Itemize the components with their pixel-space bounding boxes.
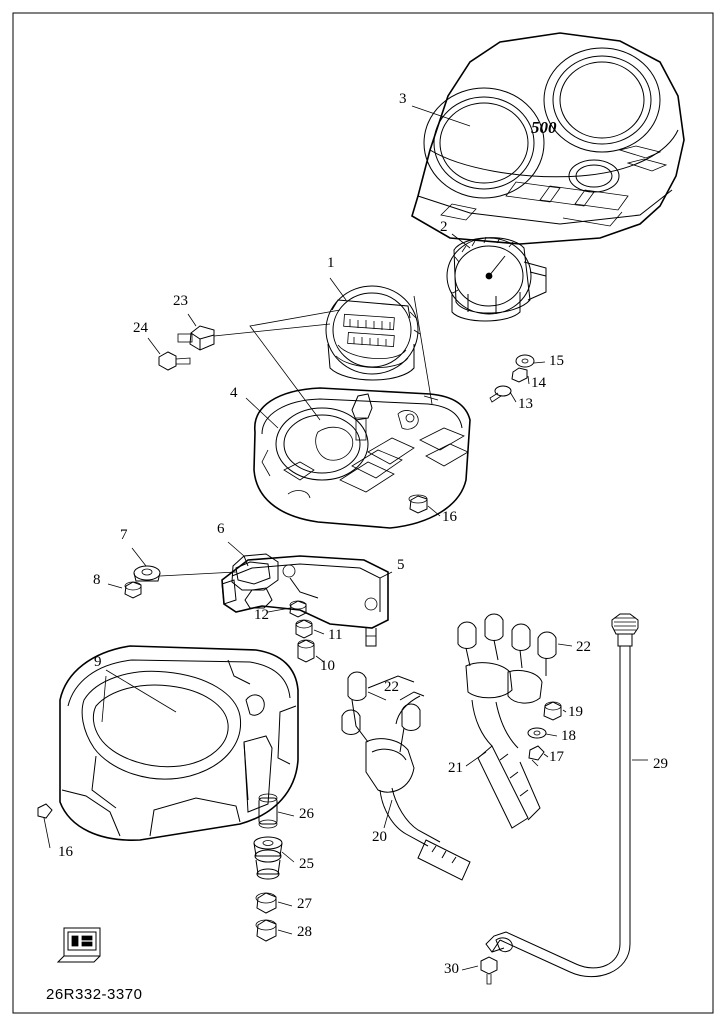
part-16-nut-upper bbox=[409, 495, 427, 513]
callout-28: 28 bbox=[297, 924, 312, 940]
callout-26: 26 bbox=[299, 806, 314, 822]
callout-30: 30 bbox=[444, 961, 459, 977]
part-18-washer bbox=[528, 728, 546, 738]
callout-3: 3 bbox=[399, 91, 407, 107]
callout-16-upper: 16 bbox=[442, 509, 457, 525]
svg-text:500: 500 bbox=[531, 118, 557, 137]
part-5-bracket bbox=[222, 556, 388, 646]
part-21-wire-harness bbox=[458, 614, 556, 828]
part-25-damper bbox=[254, 837, 282, 879]
part-19-nut bbox=[544, 702, 561, 720]
callout-25: 25 bbox=[299, 856, 314, 872]
callout-7: 7 bbox=[120, 527, 128, 543]
part-23-screw bbox=[178, 326, 214, 350]
part-1-speedometer bbox=[326, 286, 420, 380]
part-8-washer bbox=[125, 582, 141, 598]
callout-6: 6 bbox=[217, 521, 225, 537]
part-11-collar bbox=[296, 620, 312, 638]
callout-10: 10 bbox=[320, 658, 335, 674]
callout-5: 5 bbox=[397, 557, 405, 573]
part-10-bushing bbox=[298, 640, 314, 662]
callout-21: 21 bbox=[448, 760, 463, 776]
callout-20: 20 bbox=[372, 829, 387, 845]
part-30-bolt bbox=[481, 957, 497, 984]
part-24-screw bbox=[159, 352, 190, 370]
part-17-screw bbox=[529, 746, 544, 766]
part-15-washer bbox=[516, 355, 534, 367]
part-2-tachometer bbox=[447, 237, 546, 321]
part-6-holder bbox=[222, 554, 278, 604]
callout-4: 4 bbox=[230, 385, 238, 401]
callout-12: 12 bbox=[254, 607, 269, 623]
part-13-screw bbox=[490, 386, 511, 402]
callout-17: 17 bbox=[549, 749, 564, 765]
part-29-speedometer-cable bbox=[486, 614, 638, 977]
part-27-washer bbox=[256, 893, 276, 913]
callout-29: 29 bbox=[653, 756, 668, 772]
callout-2: 2 bbox=[440, 219, 448, 235]
callout-16-lower: 16 bbox=[58, 844, 73, 860]
callout-9: 9 bbox=[94, 654, 102, 670]
callout-18: 18 bbox=[561, 728, 576, 744]
callout-23: 23 bbox=[173, 293, 188, 309]
diagram-part-number: 26R332-3370 bbox=[46, 986, 143, 1003]
part-7-grommet bbox=[134, 566, 160, 581]
logo-mark bbox=[58, 928, 100, 962]
callout-1: 1 bbox=[327, 255, 335, 271]
callout-14: 14 bbox=[531, 375, 546, 391]
part-3-meter-case-upper bbox=[412, 33, 684, 244]
part-4-meter-body bbox=[254, 388, 470, 528]
part-16-screw-lower bbox=[38, 804, 52, 848]
callout-24: 24 bbox=[133, 320, 148, 336]
callout-15: 15 bbox=[549, 353, 564, 369]
part-9-meter-case-lower bbox=[60, 646, 298, 840]
part-28-nut bbox=[256, 920, 276, 941]
callout-11: 11 bbox=[328, 627, 343, 643]
callout-27: 27 bbox=[297, 896, 312, 912]
callout-22-right: 22 bbox=[576, 639, 591, 655]
part-20-wire-harness bbox=[342, 672, 470, 880]
callout-19: 19 bbox=[568, 704, 583, 720]
part-14-nut bbox=[512, 368, 527, 382]
callout-13: 13 bbox=[518, 396, 533, 412]
callout-22-left: 22 bbox=[384, 679, 399, 695]
callout-8: 8 bbox=[93, 572, 101, 588]
